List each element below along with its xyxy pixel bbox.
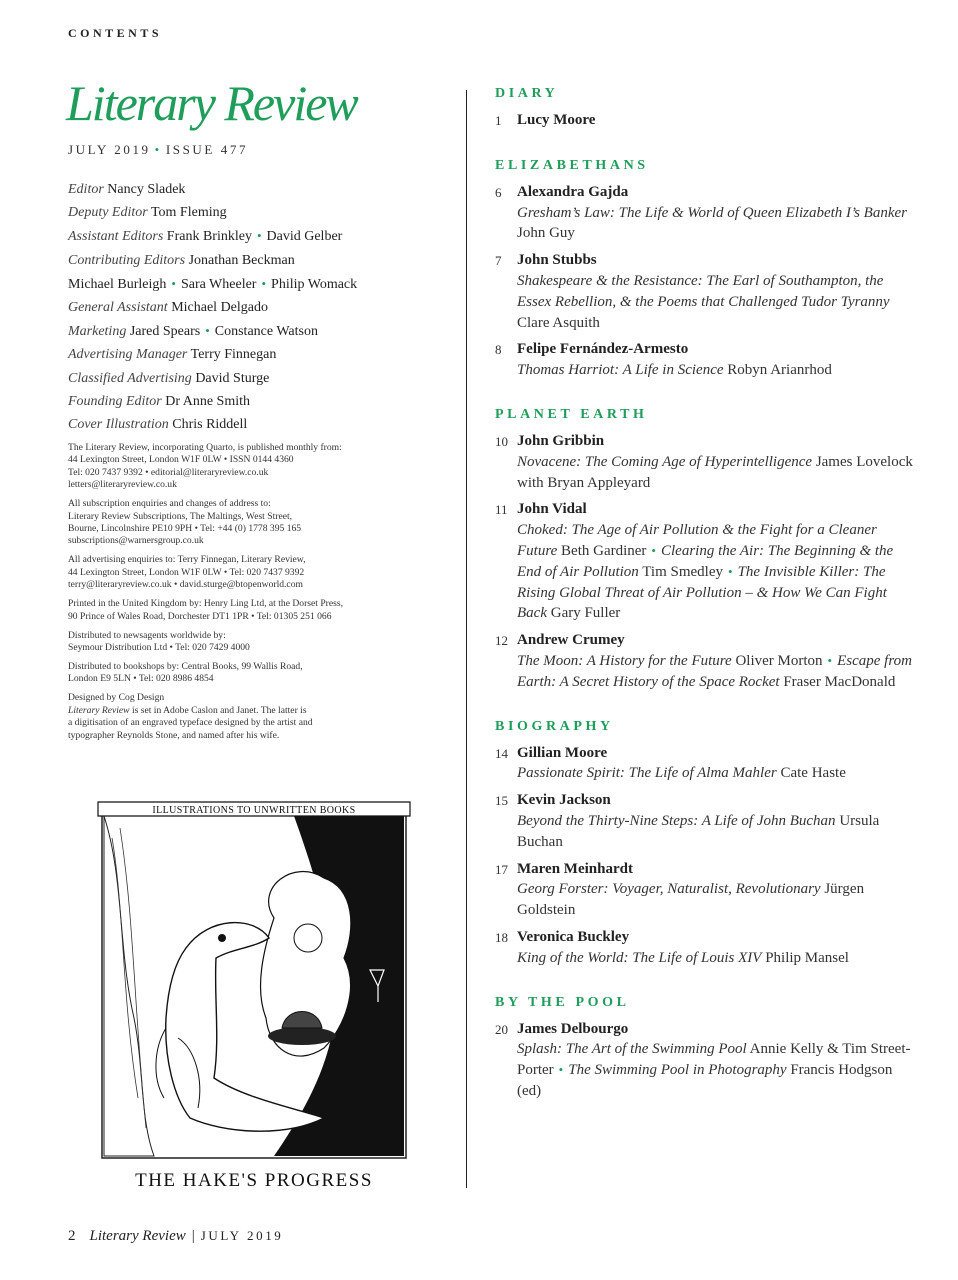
toc-entry[interactable] [495,182,915,244]
staff-name: Terry Finnegan [190,347,277,363]
entry-body [517,1019,915,1102]
entry-body [517,743,915,785]
staff-role: Classified Advertising [68,370,192,386]
staff-role: Founding Editor [68,393,162,409]
entry-body [517,499,915,624]
entry-reviewer: Andrew Crumey [517,632,625,649]
subscription-info: All subscription enquiries and changes of address to: Literary Review Subscriptions, The Maltings, West Street, Bourne, Lincolnshire PE10 9PH • Tel: +44 (0) 1778 395 165 subscriptions@warnersgroup.co.uk [68,498,302,547]
staff-role: Marketing [68,324,127,340]
staff-row [68,249,448,272]
entry-books [517,811,915,853]
woman-face [294,924,322,952]
toc-entry[interactable] [495,499,915,624]
page-number: 2 [68,1228,76,1244]
staff-name: Jared Spears [129,324,201,340]
section-heading: BIOGRAPHY [495,718,614,734]
book-title: Splash: The Art of the Swimming Pool [517,1041,747,1058]
toc-section [495,407,915,693]
entry-body [517,110,915,132]
entry-reviewer: Felipe Fernández-Armesto [517,341,689,358]
staff-name: Michael Delgado [171,300,268,316]
staff-name: Sara Wheeler [180,276,257,292]
staff-row [68,201,448,224]
staff-row [68,178,448,201]
toc-entry[interactable] [495,743,915,785]
staff-role: Deputy Editor [68,205,148,221]
separator-dot: • [651,542,656,558]
illustration-caption: THE HAKE'S PROGRESS [135,1170,373,1191]
entry-body [517,927,915,969]
staff-name: Constance Watson [214,324,318,340]
entry-page-number: 15 [495,793,508,809]
footer-magazine: Literary Review [89,1228,186,1244]
staff-name: Chris Riddell [172,417,248,433]
entry-reviewer: James Delbourgo [517,1020,629,1037]
entry-body [517,630,915,692]
advertising-info: All advertising enquiries to: Terry Finnegan, Literary Review, 44 Lexington Street, London W1F 0LW • Tel: 020 7437 9392 terry@literaryreview.co.uk • david.sturge@btopenworld.com [68,554,306,591]
staff-row [68,296,448,319]
toc-entry[interactable] [495,1019,915,1102]
book-author: Francis Hodgson (ed) [517,1062,893,1099]
entry-reviewer: John Vidal [517,501,587,518]
footer-date: JULY 2019 [200,1228,284,1243]
printing-info: Printed in the United Kingdom by: Henry Ling Ltd, at the Dorset Press, 90 Prince of Wales Road, Dorchester DT1 1PR • Tel: 01305 251 066 [68,598,343,622]
entry-reviewer: Veronica Buckley [517,928,630,945]
toc-entry[interactable] [495,431,915,493]
fish-eye [218,934,226,942]
toc-entry[interactable] [495,110,915,132]
staff-name: David Sturge [195,370,270,386]
staff-name: David Gelber [266,229,343,245]
staff-name: Frank Brinkley [166,229,252,245]
book-title: Thomas Harriot: A Life in Science [517,362,724,379]
design-info: Designed by Cog Design Literary Review is set in Adobe Caslon and Janet. The latter is a digitisation of an engraved typeface designed by the artist and typographer Reynolds Stone, and named after his wife. [68,692,313,741]
newsagent-info: Distributed to newsagents worldwide by: Seymour Distribution Ltd • Tel: 020 7429 4000 [68,629,250,654]
book-author: Tim Smedley [638,563,724,580]
staff-row [68,390,448,413]
entry-reviewer: Gillian Moore [517,744,608,761]
publish-info: The Literary Review, incorporating Quarto, is published monthly from: 44 Lexington Street, London W1F 0LW • ISSN 0144 4360 Tel: 020 7437 9392 • editorial@literaryreview.co.uk letters@literaryreview.co.uk [68,442,342,491]
bookshop-info: Distributed to bookshops by: Central Books, 99 Wallis Road, London E9 5LN • Tel: 020 8986 4854 [68,661,303,685]
staff-name: Tom Fleming [150,205,227,221]
toc-section [495,719,915,969]
entry-reviewer: John Gribbin [517,432,605,449]
entry-body [517,250,915,333]
toc-entry[interactable] [495,630,915,692]
separator-dot: • [261,275,267,291]
book-author: Annie Kelly & Tim Street-Porter [517,1041,911,1079]
separator-dot: • [827,652,833,668]
staff-name: Jonathan Beckman [188,252,295,268]
entry-books [517,203,915,245]
section-heading: PLANET EARTH [495,406,648,422]
staff-list [68,178,448,436]
entry-reviewer: Kevin Jackson [517,792,611,809]
book-title: Shakespeare & the Resistance: The Earl of Southampton, the Essex Rebellion, & the Poems that Challenged Tudor Tyranny [517,272,890,310]
book-title: Passionate Spirit: The Life of Alma Mahler [517,765,777,782]
entry-reviewer: John Stubbs [517,252,597,269]
staff-role: General Assistant [68,300,168,316]
book-title: Novacene: The Coming Age of Hyperintelligence [517,453,813,470]
entry-reviewer: Lucy Moore [517,112,596,128]
staff-row [68,224,448,248]
staff-name: Philip Womack [271,276,358,292]
separator-dot: • [205,323,210,339]
book-title: Gresham’s Law: The Life & World of Queen Elizabeth I’s Banker [517,204,907,221]
entry-page-number: 11 [495,502,508,518]
book-title: The Invisible Killer: The Rising Global Threat of Air Pollution – & How We Can Fight Back [517,563,887,622]
book-title: Beyond the Thirty-Nine Steps: A Life of John Buchan [517,812,836,829]
toc-entry[interactable] [495,859,915,921]
entry-page-number: 14 [495,745,508,761]
entry-page-number: 18 [495,929,508,945]
staff-row [68,319,448,343]
staff-row [68,272,448,296]
table-of-contents [495,86,915,1108]
serving-tray [268,1027,336,1045]
staff-role: Contributing Editors [68,252,186,268]
separator-dot: • [154,142,162,157]
entry-books [517,1039,915,1101]
book-title: The Moon: A History for the Future [517,652,732,669]
entry-books [517,763,915,784]
entry-page-number: 10 [495,433,508,449]
toc-entry[interactable] [495,339,915,381]
entry-reviewer: Alexandra Gajda [517,183,629,200]
book-title: Escape from Earth: A Secret History of the Space Rocket [517,652,912,690]
book-title: King of the World: The Life of Louis XIV [517,949,762,966]
section-heading: BY THE POOL [495,994,630,1010]
entry-body [517,859,915,921]
masthead-logo: Literary Review [66,75,357,131]
staff-role: Advertising Manager [68,347,188,363]
staff-role: Editor [68,182,104,197]
book-author: James Lovelock with Bryan Appleyard [517,453,913,491]
staff-name: Dr Anne Smith [165,393,251,409]
entry-page-number: 12 [495,633,508,649]
book-author: Philip Mansel [761,949,849,966]
staff-row [68,343,448,366]
entry-reviewer: Maren Meinhardt [517,860,633,877]
entry-body [517,790,915,852]
entry-page-number: 17 [495,861,508,877]
separator-dot: • [558,1062,564,1078]
entry-books [517,651,915,693]
book-author: John Guy [517,225,575,242]
banner-text: ILLUSTRATIONS TO UNWRITTEN BOOKS [152,805,356,816]
entry-books [517,520,915,624]
book-author: Cate Haste [776,765,846,782]
entry-page-number: 20 [495,1021,508,1037]
book-author: Oliver Morton [731,652,823,669]
section-heading: ELIZABETHANS [495,157,649,173]
book-title: Georg Forster: Voyager, Naturalist, Revolutionary [517,881,821,898]
staff-role: Cover Illustration [68,417,169,433]
entry-books [517,271,915,333]
issue-line [68,142,248,158]
staff-role: Assistant Editors [68,229,164,245]
book-title: Choked: The Age of Air Pollution & the Fight for a Cleaner Future [517,522,877,559]
entry-page-number: 8 [495,342,502,358]
staff-name: Nancy Sladek [107,182,186,197]
book-author: Gary Fuller [546,605,621,622]
entry-page-number: 6 [495,184,502,200]
separator-dot: • [171,275,176,291]
entry-body [517,431,915,493]
entry-books [517,360,915,381]
toc-entry[interactable] [495,790,915,852]
toc-section [495,158,915,381]
staff-row [68,413,448,436]
book-title: The Swimming Pool in Photography [568,1062,787,1079]
book-author: Ursula Buchan [517,812,880,850]
book-author: Beth Gardiner [557,542,647,559]
toc-section [495,86,915,132]
entry-books [517,948,915,969]
separator-dot: • [256,228,262,244]
toc-entry[interactable] [495,927,915,969]
issue-date: JULY 2019 [68,142,151,157]
section-heading: DIARY [495,86,559,101]
toc-entry[interactable] [495,250,915,333]
entry-books [517,879,915,921]
staff-row [68,367,448,390]
book-title: Clearing the Air: The Beginning & the End of Air Pollution [517,542,894,580]
entry-page-number: 7 [495,253,502,269]
entry-body [517,339,915,381]
separator-dot: • [728,563,733,579]
entry-body [517,182,915,244]
entry-page-number: 1 [495,113,502,128]
column-divider [466,90,467,1188]
issue-number: ISSUE 477 [165,142,249,157]
page-footer: 2 Literary Review | JULY 2019 [68,1228,284,1244]
running-head: CONTENTS [68,26,163,40]
book-author: Robyn Arianrhod [723,362,832,379]
cover-illustration [94,798,418,1196]
staff-name: Michael Burleigh [68,276,167,292]
book-author: Clare Asquith [517,314,600,331]
book-author: Jürgen Goldstein [517,881,865,919]
publication-info [68,442,378,749]
entry-books [517,452,915,494]
toc-section [495,995,915,1102]
book-author: Fraser MacDonald [779,673,896,690]
